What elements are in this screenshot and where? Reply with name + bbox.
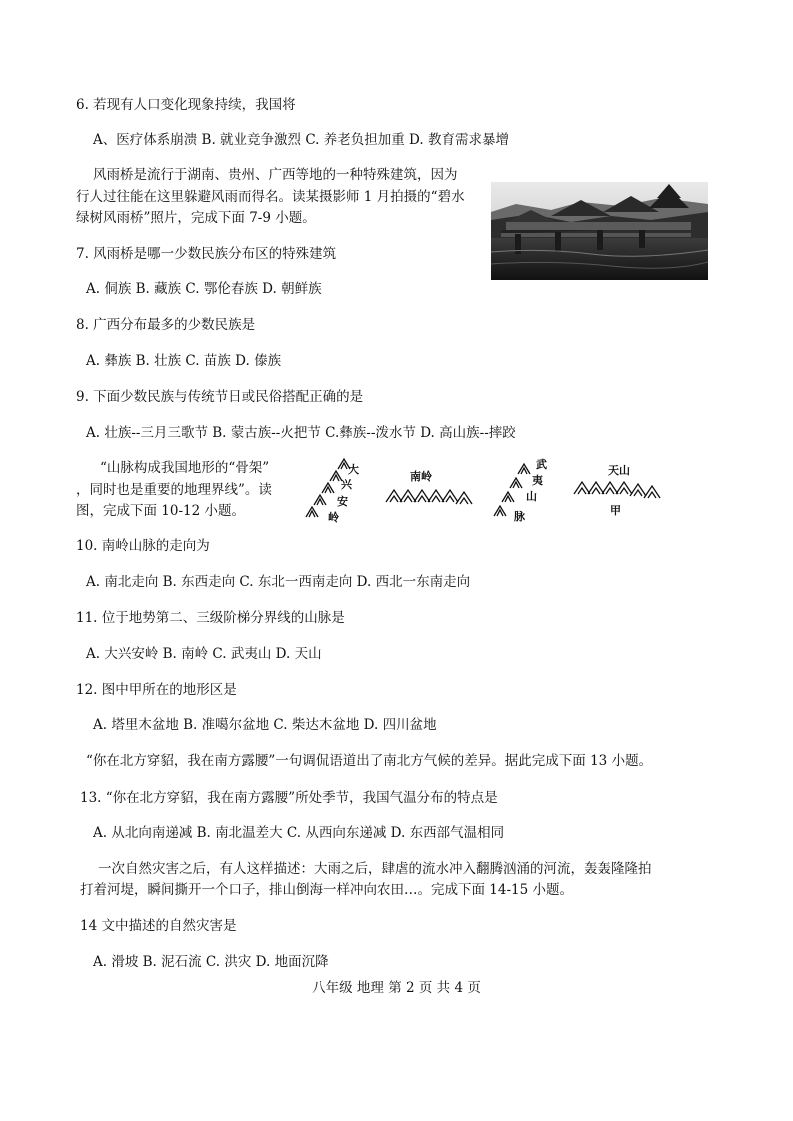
nanling-label: 南岭	[410, 470, 432, 483]
question-12-stem: 12. 图中甲所在的地形区是	[76, 682, 237, 698]
wuyishan-mountain-figure	[488, 452, 568, 528]
question-13-options: A. 从北向南递减 B. 南北温差大 C. 从西向东递减 D. 东西部气温相同	[93, 825, 505, 841]
question-9-stem: 9. 下面少数民族与传统节日或民俗搭配正确的是	[76, 389, 364, 405]
wuyishan-char-1: 武	[536, 458, 547, 471]
question-7-options: A. 侗族 B. 藏族 C. 鄂伦春族 D. 朝鲜族	[86, 281, 322, 297]
question-12-options: A. 塔里木盆地 B. 准噶尔盆地 C. 柴达木盆地 D. 四川盆地	[93, 717, 437, 733]
tianshan-label: 天山	[608, 464, 630, 477]
mountain-intro-line-3: 图，完成下面 10-12 小题。	[76, 503, 246, 519]
tianshan-mountain-figure	[572, 460, 662, 524]
mountain-intro-line-2: ，同时也是重要的地理界线”。读	[76, 482, 272, 498]
daxinganling-char-3: 安	[337, 495, 348, 508]
wuyishan-char-4: 脉	[514, 510, 525, 523]
page-footer: 八年级 地理 第 2 页 共 4 页	[312, 980, 481, 996]
question-13-stem: 13. “你在北方穿貂，我在南方露腰”所处季节，我国气温分布的特点是	[80, 790, 498, 806]
question-8-options: A. 彝族 B. 壮族 C. 苗族 D. 傣族	[86, 353, 282, 369]
daxinganling-char-4: 岭	[328, 511, 339, 524]
climate-intro: “你在北方穿貂，我在南方露腰”一句调侃语道出了南北方气候的差异。据此完成下面 13 小题。	[86, 753, 653, 769]
question-14-options: A. 滑坡 B. 泥石流 C. 洪灾 D. 地面沉降	[93, 954, 329, 970]
daxinganling-char-2: 兴	[341, 478, 352, 491]
wuyishan-char-3: 山	[526, 490, 537, 503]
question-14-stem: 14 文中描述的自然灾害是	[80, 918, 237, 934]
question-11-options: A. 大兴安岭 B. 南岭 C. 武夷山 D. 天山	[86, 646, 322, 662]
question-11-stem: 11. 位于地势第二、三级阶梯分界线的山脉是	[76, 610, 345, 626]
question-7-stem: 7. 风雨桥是哪一少数民族分布区的特殊建筑	[76, 246, 337, 262]
wuyishan-char-2: 夷	[532, 474, 543, 487]
question-10-options: A. 南北走向 B. 东西走向 C. 东北一西南走向 D. 西北一东南走向	[86, 574, 471, 590]
question-6-options: A、医疗体系崩溃 B. 就业竞争激烈 C. 养老负担加重 D. 教育需求暴增	[93, 132, 509, 148]
bridge-intro-line-1: 风雨桥是流行于湖南、贵州、广西等地的一种特殊建筑，因为	[93, 167, 458, 183]
daxinganling-char-1: 大	[348, 463, 359, 476]
wind-rain-bridge-photo	[491, 182, 708, 280]
jia-label: 甲	[610, 504, 621, 517]
bridge-intro-line-2: 行人过往能在这里躲避风雨而得名。读某摄影师 1 月拍摄的“碧水	[76, 189, 465, 205]
question-10-stem: 10. 南岭山脉的走向为	[76, 538, 210, 554]
question-9-options: A. 壮族--三月三歌节 B. 蒙古族--火把节 C.彝族--泼水节 D. 高山族--摔跤	[86, 425, 516, 441]
disaster-intro-line-2: 打着河堤，瞬间撕开一个口子，排山倒海一样冲向农田…。完成下面 14-15 小题。	[80, 882, 573, 898]
question-6-stem: 6. 若现有人口变化现象持续，我国将	[76, 97, 296, 113]
nanling-mountain-figure	[384, 466, 476, 518]
daxinganling-mountain-figure	[300, 455, 382, 529]
disaster-intro-line-1: 一次自然灾害之后，有人这样描述：大雨之后，肆虐的流水冲入翻腾汹涌的河流，轰轰隆隆拍	[98, 861, 652, 877]
mountain-intro-line-1: “山脉构成我国地形的“骨架”	[100, 460, 270, 476]
question-8-stem: 8. 广西分布最多的少数民族是	[76, 317, 256, 333]
bridge-intro-line-3: 绿树风雨桥”照片，完成下面 7-9 小题。	[76, 210, 316, 226]
